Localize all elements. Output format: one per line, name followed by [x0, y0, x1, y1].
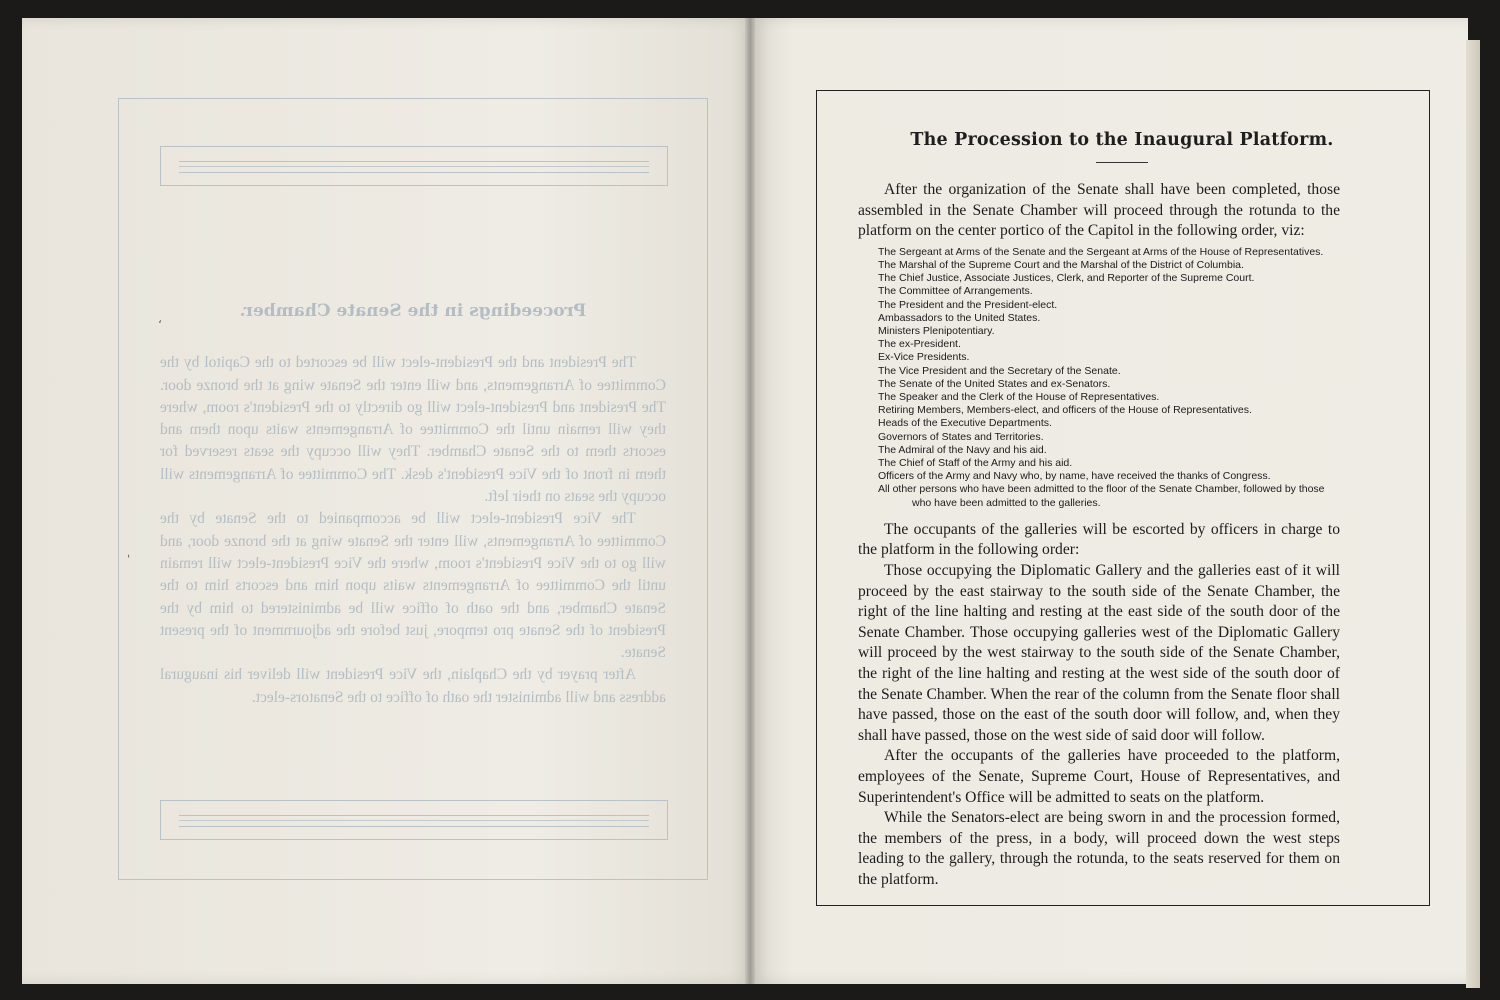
list-item: The Sergeant at Arms of the Senate and the Sergeant at Arms of the House of Representatives. — [878, 245, 1324, 258]
list-item: Ambassadors to the United States. — [878, 311, 1041, 324]
ghost-bottom-ornament — [160, 800, 668, 840]
title-underline — [1096, 162, 1148, 163]
ghost-title: Proceedings in the Senate Chamber. — [239, 301, 587, 321]
galleries-detail-paragraph: Those occupying the Diplomatic Gallery and the galleries east of it will proceed by the east stairway to the south side of the Senate Chamber, the right of the line halting and resting at the east side of the south door of the Senate Chamber. Those occupying galleries west of the Diplomatic Gallery will proceed by the west stairway to the south side of the Senate Chamber, the right of the line halting and resting at the west side of the south door of the Senate Chamber. When the rear of the column from the Senate floor shall have passed, those on the east of the south door will follow, and, when they shall have passed, those on the west side of said door will follow. — [858, 562, 1340, 744]
page-body — [858, 180, 1340, 891]
list-item: Ex-Vice Presidents. — [878, 351, 970, 364]
list-item: The Admiral of the Navy and his aid. — [878, 443, 1047, 456]
ghost-top-ornament — [160, 146, 668, 186]
list-item: Heads of the Executive Departments. — [878, 417, 1052, 430]
pencil-mark: ʻ — [158, 318, 162, 332]
list-item: The Vice President and the Secretary of the Senate. — [878, 364, 1121, 377]
list-item: Ministers Plenipotentiary. — [878, 325, 995, 337]
pencil-mark: ˌ — [127, 545, 131, 559]
list-item: The Committee of Arrangements. — [878, 285, 1033, 298]
ghost-text-block — [160, 300, 666, 709]
list-item: The Chief Justice, Associate Justices, Clerk, and Reporter of the Supreme Court. — [878, 272, 1255, 285]
procession-order-list — [858, 246, 1340, 510]
list-item: The Chief of Staff of the Army and his aid. — [878, 457, 1073, 470]
list-item: The Speaker and the Clerk of the House of Representatives. — [878, 391, 1160, 404]
ghost-paragraph: The President and the President-elect will be escorted to the Capitol by the Committee of Arrangements, and will enter the Senate wing at the bronze door. The President and President-elect will go directly to the President's room, where they will remain until the Committee of Arrangements waits upon them and escorts them to the Senate Chamber. They will occupy the seats reserved for them in front of the Vice President's desk. The Committee of Arrangements will occupy the seats on their left. — [160, 354, 666, 506]
intro-paragraph: After the organization of the Senate shall have been completed, those assembled in the Senate Chamber will proceed through the rotunda to the platform on the center portico of the Capitol in the following order, viz: — [858, 181, 1340, 240]
ghost-paragraph: The Vice President-elect will be accompanied to the Senate by the Committee of Arrangements, will enter the Senate wing at the bronze door, and will go to the Vice President's room, where the Vice President-elect will remain until the Committee of Arrangements waits upon him and escorts him to the Senate Chamber, and the oath of office will be administered to him by the President of the Senate pro tempore, just before the adjournment of the present Senate. — [160, 510, 666, 662]
list-item: Governors of States and Territories. — [878, 430, 1044, 443]
list-item: All other persons who have been admitted to the floor of the Senate Chamber, followed by those who have been admitted to the galleries. — [878, 483, 1325, 509]
page-edge — [1466, 40, 1480, 988]
ghost-paragraph: After prayer by the Chaplain, the Vice President will deliver his inaugural address and will administer the oath of office to the Senators-elect. — [160, 666, 666, 706]
book-gutter — [745, 18, 755, 984]
galleries-intro-paragraph: The occupants of the galleries will be escorted by officers in charge to the platform in the following order: — [858, 520, 1340, 559]
list-item: Officers of the Army and Navy who, by name, have received the thanks of Congress. — [878, 470, 1271, 483]
list-item: Retiring Members, Members-elect, and officers of the House of Representatives. — [878, 404, 1252, 417]
list-item: The Senate of the United States and ex-Senators. — [878, 377, 1111, 390]
list-item: The President and the President-elect. — [878, 298, 1058, 311]
employees-paragraph: After the occupants of the galleries have proceeded to the platform, employees of the Senate, Supreme Court, House of Representatives, and Superintendent's Office will be admitted to seats on the platform. — [858, 747, 1340, 806]
list-item: The Marshal of the Supreme Court and the Marshal of the District of Columbia. — [878, 258, 1244, 271]
list-item: The ex-President. — [878, 338, 961, 351]
press-paragraph: While the Senators-elect are being sworn in and the procession formed, the members of the press, in a body, will proceed down the west steps leading to the gallery, through the rotunda, to the seats reserved for them on the platform. — [858, 809, 1340, 888]
page-title: The Procession to the Inaugural Platform. — [910, 130, 1334, 150]
